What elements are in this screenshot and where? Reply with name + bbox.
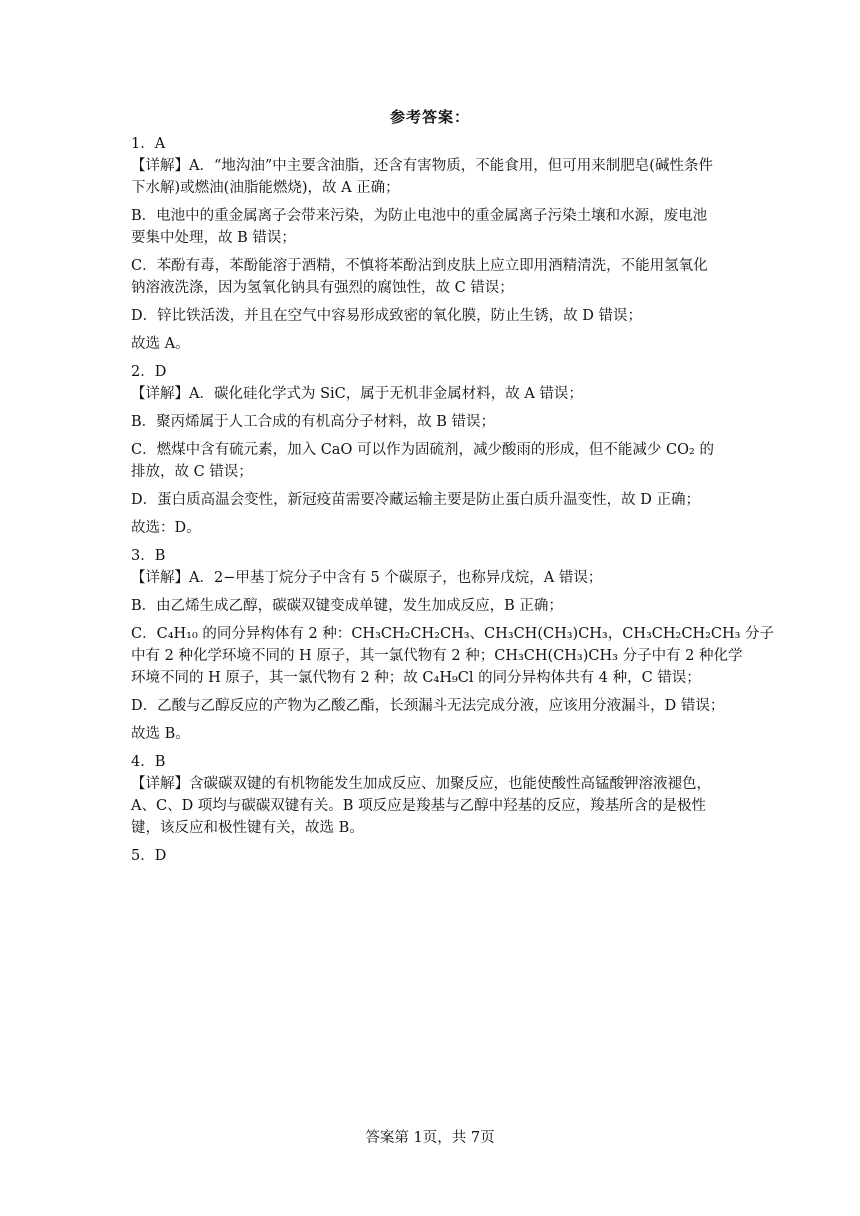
answer-line: 中有 2 种化学环境不同的 H 原子，其一氯代物有 2 种；CH₃CH(CH₃)CH₃ 分子中有 2 种化学: [131, 648, 743, 664]
answer-line: 【详解】A．“地沟油”中主要含油脂，还含有害物质，不能食用，但可用来制肥皂(碱性条件: [131, 158, 713, 174]
answer-line: 故选：D。: [131, 520, 201, 536]
answer-line: D．锌比铁活泼，并且在空气中容易形成致密的氧化膜，防止生锈，故 D 错误；: [131, 308, 642, 324]
answer-line: 故选 A。: [131, 336, 190, 352]
answer-line: B．电池中的重金属离子会带来污染，为防止电池中的重金属离子污染土壤和水源，废电池: [131, 208, 708, 224]
answer-line: 【详解】含碳碳双键的有机物能发生加成反应、加聚反应，也能使酸性高锰酸钾溶液褪色，: [131, 776, 711, 792]
question-number: 2．D: [131, 364, 167, 380]
answer-line: A、C、D 项均与碳碳双键有关。B 项反应是羧基与乙醇中羟基的反应，羧基所含的是极性: [131, 798, 707, 814]
question-number: 3．B: [131, 548, 166, 564]
answer-line: 要集中处理，故 B 错误；: [131, 230, 296, 246]
question-number: 1．A: [131, 136, 166, 152]
answer-line: B．由乙烯生成乙醇，碳碳双键变成单键，发生加成反应，B 正确；: [131, 598, 563, 614]
answer-line: C．C₄H₁₀ 的同分异构体有 2 种：CH₃CH₂CH₂CH₃、CH₃CH(CH₃)CH₃，CH₃CH₂CH₂CH₃ 分子: [131, 626, 775, 642]
answer-line: B．聚丙烯属于人工合成的有机高分子材料，故 B 错误；: [131, 414, 496, 430]
answer-line: 排放，故 C 错误；: [131, 464, 253, 480]
answer-line: 键，该反应和极性键有关，故选 B。: [131, 820, 364, 836]
answer-line: 环境不同的 H 原子，其一氯代物有 2 种；故 C₄H₉Cl 的同分异构体共有 4 种，C 错误；: [131, 670, 701, 686]
answer-line: D．蛋白质高温会变性，新冠疫苗需要冷藏运输主要是防止蛋白质升温变性，故 D 正确；: [131, 492, 700, 508]
answer-line: C．燃煤中含有硫元素，加入 CaO 可以作为固硫剂，减少酸雨的形成，但不能减少 CO₂ 的: [131, 442, 714, 458]
answer-line: D．乙酸与乙醇反应的产物为乙酸乙酯，长颈漏斗无法完成分液，应该用分液漏斗，D 错误；: [131, 698, 725, 714]
answer-line: 【详解】A．碳化硅化学式为 SiC，属于无机非金属材料，故 A 错误；: [131, 386, 583, 402]
answer-line: 钠溶液洗涤，因为氢氧化钠具有强烈的腐蚀性，故 C 错误；: [131, 280, 514, 296]
page-title: 参考答案：: [389, 108, 470, 126]
answer-line: 下水解)或燃油(油脂能燃烧)，故 A 正确；: [131, 180, 400, 196]
page-footer: 答案第 1页，共 7页: [365, 1130, 495, 1146]
answer-line: 【详解】A．2−甲基丁烷分子中含有 5 个碳原子，也称异戊烷，A 错误；: [131, 570, 603, 586]
answer-line: 故选 B。: [131, 726, 190, 742]
question-number: 5．D: [131, 848, 167, 864]
answer-line: C．苯酚有毒，苯酚能溶于酒精，不慎将苯酚沾到皮肤上应立即用酒精清洗，不能用氢氧化: [131, 258, 708, 274]
question-number: 4．B: [131, 754, 166, 770]
answer-content: [131, 133, 775, 867]
